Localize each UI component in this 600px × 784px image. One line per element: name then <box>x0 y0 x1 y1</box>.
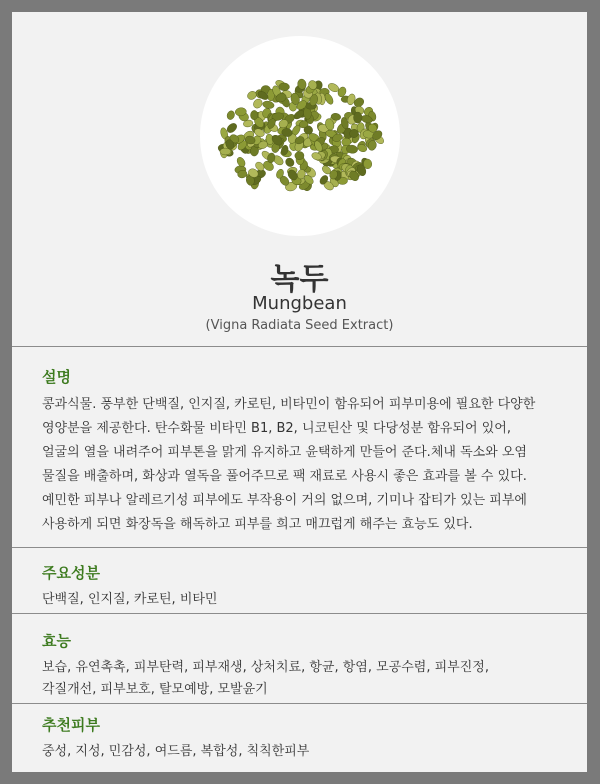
effects-title: 효능 <box>42 632 71 650</box>
bean <box>284 156 296 168</box>
text-line: 물질을 배출하며, 화상과 열독을 풀어주므로 팩 재료로 사용시 좋은 효과를 볼 수 있다. <box>42 469 527 484</box>
recommended-skin-section <box>12 704 587 774</box>
text-line: 예민한 피부나 알레르기성 피부에도 부작용이 거의 없으며, 기미나 잡티가 있는 피부에 <box>42 493 527 508</box>
effects-section <box>12 614 587 703</box>
mungbean-photo <box>200 36 400 236</box>
text-line: 보습, 유연촉촉, 피부탄력, 피부재생, 상처치료, 항균, 항염, 모공수렴, 피부진정, <box>42 660 489 675</box>
text-line: 얼굴의 열을 내려주어 피부톤을 맑게 유지하고 윤택하게 만들어 준다.체내 독소와 오염 <box>42 445 527 460</box>
text-line: 콩과식물. 풍부한 단백질, 인지질, 카로틴, 비타민이 함유되어 피부미용에 필요한 다양한 <box>42 397 536 412</box>
main-ingredients-text <box>42 589 557 611</box>
recommended-skin-title: 추천피부 <box>42 716 100 734</box>
text-line: 중성, 지성, 민감성, 여드름, 복합성, 칙칙한피부 <box>42 744 310 759</box>
text-line: 사용하게 되면 화장독을 해독하고 피부를 희고 매끄럽게 해주는 효능도 있다. <box>42 517 473 532</box>
text-line: 영양분을 제공한다. 탄수화물 비타민 B1, B2, 니코틴산 및 다당성분 함유되어 있어, <box>42 421 511 436</box>
description-title: 설명 <box>42 368 71 386</box>
mungbean-pile-image <box>200 36 400 236</box>
bean <box>353 112 362 123</box>
text-line: 단백질, 인지질, 카로틴, 비타민 <box>42 592 218 607</box>
text-line: 각질개선, 피부보호, 탈모예방, 모발윤기 <box>42 682 268 697</box>
main-ingredients-section <box>12 548 587 613</box>
effects-text <box>42 657 557 701</box>
bean <box>279 83 290 91</box>
main-ingredients-title: 주요성분 <box>42 564 100 582</box>
ingredient-name-english: Mungbean <box>252 293 347 314</box>
description-section <box>12 347 587 547</box>
ingredient-card <box>12 12 587 772</box>
ingredient-name-korean: 녹두 <box>270 262 329 297</box>
description-text <box>42 393 557 537</box>
bean <box>262 100 275 109</box>
ingredient-header <box>12 12 587 346</box>
bean <box>226 110 236 121</box>
ingredient-scientific-name: (Vigna Radiata Seed Extract) <box>205 318 394 333</box>
recommended-skin-text <box>42 741 557 763</box>
